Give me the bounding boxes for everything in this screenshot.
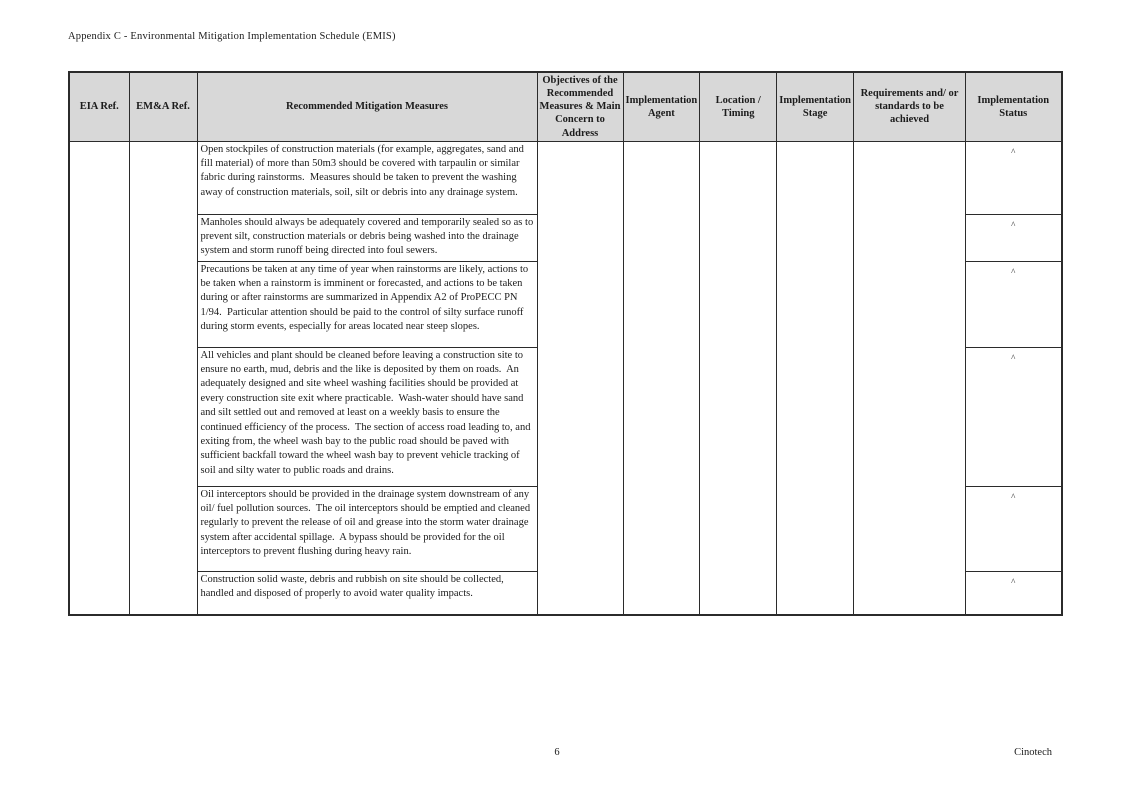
cell-objectives [537,141,623,214]
cell-implementation-stage [777,486,854,571]
cell-implementation-agent [623,486,700,571]
cell-measure: Open stockpiles of construction materials (for example, aggregates, sand and fill material) of more than 50m3 should be covered with tarpaulin or similar fabric during rainstorms. Measures should be taken to prevent the washing away of construction materials, soil, silt or debris into any drainage system. [197,141,537,214]
col-header-eia-ref: EIA Ref. [69,72,129,141]
cell-eia-ref [69,486,129,571]
cell-implementation-stage [777,347,854,486]
status-caret: ^ [1011,266,1016,277]
status-caret: ^ [1011,491,1016,502]
page-number: 6 [554,747,560,758]
emis-table [68,71,1063,616]
cell-objectives [537,214,623,261]
cell-location-timing [700,486,777,571]
cell-status [966,486,1062,571]
cell-status [966,571,1062,615]
col-header-implementation-stage: Implementation Stage [777,72,854,141]
cell-ema-ref [129,571,197,615]
cell-requirements [854,486,966,571]
cell-eia-ref [69,347,129,486]
col-header-implementation-status: Implementation Status [966,72,1062,141]
cell-measure: Oil interceptors should be provided in the drainage system downstream of any oil/ fuel pollution sources. The oil interceptors should be emptied and cleaned regularly to prevent the release of oil and grease into the storm water drainage system after accidental spillage. A bypass should be provided for the oil interceptors to prevent flushing during heavy rain. [197,486,537,571]
col-header-recommended-mitigation-measures: Recommended Mitigation Measures [197,72,537,141]
cell-ema-ref [129,347,197,486]
table-row [69,214,1062,261]
cell-ema-ref [129,261,197,347]
table-row [69,141,1062,214]
cell-ema-ref [129,486,197,571]
cell-implementation-agent [623,571,700,615]
cell-implementation-agent [623,347,700,486]
cell-implementation-stage [777,141,854,214]
cell-eia-ref [69,141,129,214]
table-row [69,261,1062,347]
cell-measure: Precautions be taken at any time of year when rainstorms are likely, actions to be taken when a rainstorm is imminent or forecasted, and actions to be taken during or after rainstorms are summarized in Appendix A2 of ProPECC PN 1/94. Particular attention should be paid to the control of silty surface runoff during storm events, especially for areas located near steep slopes. [197,261,537,347]
cell-measure: All vehicles and plant should be cleaned before leaving a construction site to ensure no earth, mud, debris and the like is deposited by them on roads. An adequately designed and site wheel washing facilities should be provided at every construction site exit where practicable. Wash-water should have sand and silt settled out and removed at least on a weekly basis to ensure the continued efficiency of the process. The section of access road leading to, and exiting from, the wheel wash bay to the public road should be paved with sufficient backfall toward the wheel wash bay to prevent vehicle tracking of soil and silty water to public roads and drains. [197,347,537,486]
cell-location-timing [700,141,777,214]
cell-implementation-agent [623,261,700,347]
cell-requirements [854,261,966,347]
cell-eia-ref [69,261,129,347]
col-header-requirements-standards: Requirements and/ or standards to be achieved [854,72,966,141]
cell-implementation-agent [623,141,700,214]
status-caret: ^ [1011,219,1016,230]
cell-implementation-stage [777,214,854,261]
cell-location-timing [700,261,777,347]
cell-implementation-stage [777,261,854,347]
table-row [69,571,1062,615]
cell-location-timing [700,214,777,261]
cell-eia-ref [69,214,129,261]
table-header-row [69,72,1062,141]
cell-requirements [854,347,966,486]
cell-objectives [537,571,623,615]
cell-objectives [537,261,623,347]
status-caret: ^ [1011,352,1016,363]
cell-objectives [537,486,623,571]
table-row [69,486,1062,571]
cell-location-timing [700,571,777,615]
cell-objectives [537,347,623,486]
col-header-ema-ref: EM&A Ref. [129,72,197,141]
status-caret: ^ [1011,146,1016,157]
cell-eia-ref [69,571,129,615]
cell-measure: Construction solid waste, debris and rubbish on site should be collected, handled and disposed of properly to avoid water quality impacts. [197,571,537,615]
cell-requirements [854,571,966,615]
cell-ema-ref [129,141,197,214]
cell-location-timing [700,347,777,486]
col-header-implementation-agent: Implementation Agent [623,72,700,141]
col-header-objectives: Objectives of the Recommended Measures & Main Concern to Address [537,72,623,141]
cell-status [966,214,1062,261]
cell-requirements [854,214,966,261]
cell-implementation-stage [777,571,854,615]
cell-requirements [854,141,966,214]
cell-status [966,141,1062,214]
col-header-location-timing: Location / Timing [700,72,777,141]
cell-measure: Manholes should always be adequately covered and temporarily sealed so as to prevent silt, construction materials or debris being washed into the drainage system and storm runoff being directed into foul sewers. [197,214,537,261]
cell-status [966,347,1062,486]
status-caret: ^ [1011,576,1016,587]
document-header-title: Appendix C - Environmental Mitigation Implementation Schedule (EMIS) [68,31,396,42]
cell-ema-ref [129,214,197,261]
cell-status [966,261,1062,347]
footer-company-name: Cinotech [1014,747,1052,758]
table-row [69,347,1062,486]
cell-implementation-agent [623,214,700,261]
